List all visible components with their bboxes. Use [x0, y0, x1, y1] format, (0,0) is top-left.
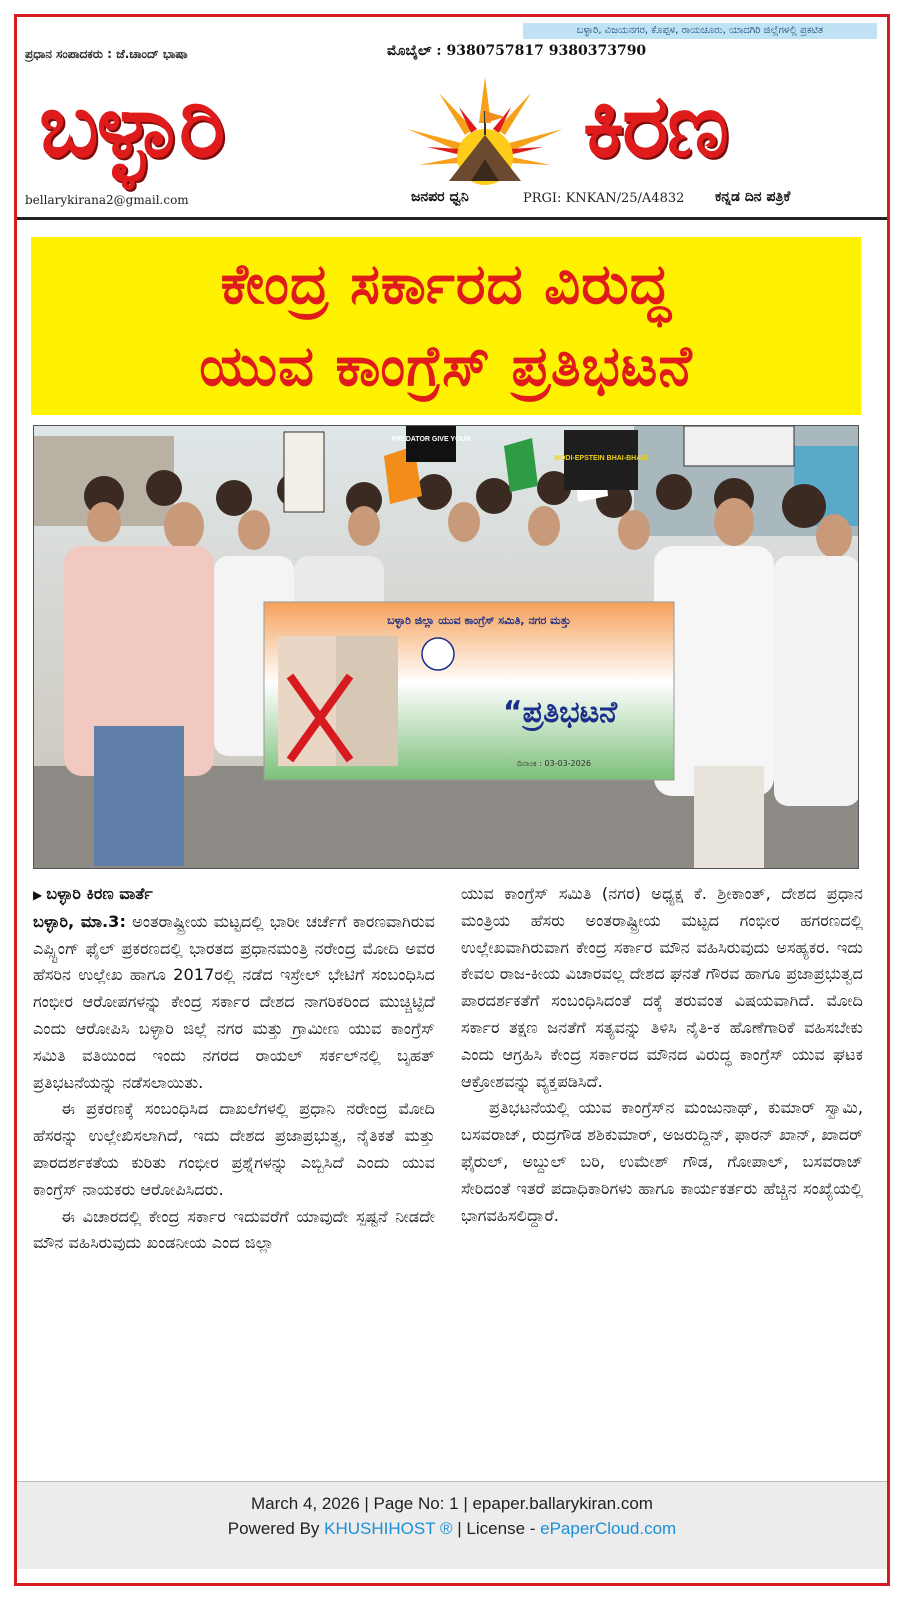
dateline: ಬಳ್ಳಾರಿ, ಮಾ.3: [33, 911, 126, 931]
epapercloud-link[interactable]: ePaperCloud.com [540, 1519, 677, 1538]
banner-org: ಬಳ್ಳಾರಿ ಜಿಲ್ಲಾ ಯುವ ಕಾಂಗ್ರೆಸ್ ಸಮಿತಿ, ನಗರ ಮತ್ತು [387, 614, 571, 627]
paper-type: ಕನ್ನಡ ದಿನ ಪತ್ರಿಕೆ [715, 189, 791, 205]
article-paragraph-5: ಪ್ರತಿಭಟನೆಯಲ್ಲಿ ಯುವ ಕಾಂಗ್ರೆಸ್‌ನ ಮಂಜುನಾಥ್, ಕುಮಾರ್ ಸ್ವಾಮಿ, ಬಸವರಾಜ್, ರುದ್ರಗೌಡ ಶಶಿಕುಮಾರ್, ಅಜರುದ್ದಿನ್, ಫಾರನ್ ಖಾನ್, ಖಾದರ್ ಫೈರುಲ್, ಅಬ್ದುಲ್ ಬರಿ, ಉಮೇಶ್ ಗೌಡ, ಗೋಪಾಲ್, ಬಸವರಾಜ್ ಸೇರಿದಂತೆ ಇತರೆ ಪದಾಧಿಕಾರಿಗಳು ಹಾಗೂ ಕಾರ್ಯಕರ್ತರು ಹೆಚ್ಚಿನ ಸಂಖ್ಯೆಯಲ್ಲಿ ಭಾಗವಹಿಸಲಿದ್ದಾರೆ. [461, 1098, 863, 1225]
motto: ಜನಪರ ಧ್ವನಿ [411, 189, 469, 205]
article-paragraph-3: ಈ ವಿಚಾರದಲ್ಲಿ ಕೇಂದ್ರ ಸರ್ಕಾರ ಇದುವರೆಗೆ ಯಾವುದೇ ಸ್ಪಷ್ಟನೆ ನೀಡದೇ ಮೌನ ವಹಿಸಿರುವುದು ಖಂಡನೀಯ ಎಂದ ಜಿಲ್ಲಾ [33, 1206, 435, 1253]
protest-photo [33, 425, 859, 869]
byline [33, 881, 435, 909]
protest-photo-illustration [34, 426, 859, 869]
mobile-numbers: ಮೊಬೈಲ್ : 9380757817 9380373790 [387, 43, 647, 59]
paragraph-1-text: ಅಂತರಾಷ್ಟ್ರೀಯ ಮಟ್ಟದಲ್ಲಿ ಭಾರೀ ಚರ್ಚೆಗೆ ಕಾರಣವಾಗಿರುವ ಎಪ್ಸ್ಟಿಂಗ್ ಫೈಲ್ ಪ್ರಕರಣದಲ್ಲಿ ಭಾರತದ ಪ್ರಧಾನಮಂತ್ರಿ ನರೇಂದ್ರ ಮೋದಿ ಅವರ ಹೆಸರಿನ ಉಲ್ಲೇಖ ಹಾಗೂ 2017ರಲ್ಲಿ ನಡೆದ ಇಸ್ರೇಲ್ ಭೇಟಿಗೆ ಸಂಬಂಧಿಸಿದ ಗಂಭೀರ ಆರೋಪಗಳನ್ನು ಕೇಂದ್ರ ಸರ್ಕಾರ ದೇಶದ ನಾಗರಿಕರಿಂದ ಮುಚ್ಚಿಟ್ಟಿದೆ ಎಂದು ಆರೋಪಿಸಿ ಬಳ್ಳಾರಿ ಜಿಲ್ಲೆ ನಗರ ಮತ್ತು ಗ್ರಾಮೀಣ ಯುವ ಕಾಂಗ್ರೆಸ್ ಸಮಿತಿ ವತಿಯಿಂದ ಇಂದು ನಗರದ ರಾಯಲ್ ಸರ್ಕಲ್‌ನಲ್ಲಿ ಬೃಹತ್ ಪ್ರತಿಭಟನೆಯನ್ನು ನಡೆಸಲಾಯಿತು. [33, 911, 435, 1092]
headline-box [31, 237, 861, 415]
logo-kirana: ಕಿರಣ [583, 74, 728, 177]
license-label: | License - [452, 1519, 541, 1538]
khushihost-link[interactable]: KHUSHIHOST ® [324, 1519, 453, 1538]
banner-date: ದಿನಾಂಕ : 03-03-2026 [517, 759, 591, 768]
powered-by-label: Powered By [227, 1519, 325, 1538]
newspaper-page [14, 14, 890, 1586]
article-paragraph-2: ಈ ಪ್ರಕರಣಕ್ಕೆ ಸಂಬಂಧಿಸಿದ ದಾಖಲೆಗಳಲ್ಲಿ ಪ್ರಧಾನಿ ನರೇಂದ್ರ ಮೋದಿ ಹೆಸರನ್ನು ಉಲ್ಲೇಖಿಸಲಾಗಿದೆ, ಇದು ದೇಶದ ಪ್ರಜಾಪ್ರಭುತ್ವ, ನೈತಿಕತೆ ಮತ್ತು ಪಾರದರ್ಶಕತೆಯ ಕುರಿತು ಗಂಭೀರ ಪ್ರಶ್ನೆಗಳನ್ನು ಎಬ್ಬಿಸಿದೆ ಎಂದು ಯುವ ಕಾಂಗ್ರೆಸ್ ನಾಯಕರು ಆರೋಪಿಸಿದರು. [33, 1099, 435, 1199]
page-footer [17, 1481, 887, 1569]
logo-ballari: ಬಳ್ಳಾರಿ [39, 74, 224, 177]
article-paragraph-1 [33, 909, 435, 1097]
masthead-divider [17, 217, 887, 220]
article-column-left [33, 881, 435, 1257]
article-paragraph-4: ಯುವ ಕಾಂಗ್ರೆಸ್ ಸಮಿತಿ (ನಗರ) ಅಧ್ಯಕ್ಷ ಕೆ. ಶ್ರೀಕಾಂತ್, ದೇಶದ ಪ್ರಧಾನ ಮಂತ್ರಿಯ ಹೆಸರು ಅಂತರಾಷ್ಟ್ರೀಯ ಮಟ್ಟದ ಗಂಭೀರ ಹಗರಣದಲ್ಲಿ ಉಲ್ಲೇಖವಾಗಿರುವಾಗ ಕೇಂದ್ರ ಸರ್ಕಾರ ಮೌನ ವಹಿಸಿರುವುದು ಅಸಹ್ಯಕರ. ಇದು ಕೇವಲ ರಾಜ-ಕೀಯ ವಿಚಾರವಲ್ಲ ದೇಶದ ಘನತೆ ಗೌರವ ಹಾಗೂ ಪ್ರಜಾಪ್ರಭುತ್ವದ ಪಾರದರ್ಶಕತೆಗೆ ಸಂಬಂಧಿಸಿದಂತೆ ದಕ್ಕೆ ತರುವಂತ ವಿಷಯವಾಗಿದೆ. ಮೋದಿ ಸರ್ಕಾರ ತಕ್ಷಣ ಜನತೆಗೆ ಸತ್ಯವನ್ನು ತಿಳಿಸಿ ನೈತಿ-ಕ ಹೊಣೆಗಾರಿಕೆ ವಹಿಸಬೇಕು ಎಂದು ಆಗ್ರಹಿಸಿ ಕೇಂದ್ರ ಸರ್ಕಾರದ ಮೌನದ ವಿರುದ್ಧ ಕಾಂಗ್ರೆಸ್ ಯುವ ಘಟಕ ಆಕ್ರೋಶವನ್ನು ವ್ಯಕ್ತಪಡಿಸಿದೆ. [461, 884, 863, 1091]
article-column-right [461, 881, 863, 1229]
byline-text: ಬಳ್ಳಾರಿ ಕಿರಣ ವಾರ್ತೆ [46, 884, 153, 903]
sunrise-logo-icon [399, 73, 571, 191]
regions-strip: ಬಳ್ಳಾರಿ, ವಿಜಯನಗರ, ಕೊಪ್ಪಳ, ರಾಯಚೂರು, ಯಾದಗಿರಿ ಜಿಲ್ಲೆಗಳಲ್ಲಿ ಪ್ರಕಟಿತ [523, 23, 877, 39]
headline-line-2: ಯುವ ಕಾಂಗ್ರೆಸ್ ಪ್ರತಿಭಟನೆ [199, 334, 693, 399]
headline-line-1: ಕೇಂದ್ರ ಸರ್ಕಾರದ ವಿರುದ್ಧ [220, 252, 672, 317]
placard-predator: PREDATOR GIVE YOUR [391, 436, 471, 443]
contact-email: bellarykirana2@gmail.com [25, 193, 189, 207]
triangle-icon: ▶ [33, 888, 43, 902]
footer-date-page: March 4, 2026 | Page No: 1 | epaper.ballarykiran.com [251, 1494, 653, 1513]
chief-editor: ಪ್ರಧಾನ ಸಂಪಾದಕರು : ಜೆ.ಚಾಂದ್ ಭಾಷಾ [25, 47, 188, 61]
banner-protest: “ಪ್ರತಿಭಟನೆ [502, 695, 618, 730]
footer-credits [17, 1516, 887, 1542]
prgi-number: PRGI: KNKAN/25/A4832 [523, 191, 685, 206]
masthead [17, 17, 887, 223]
placard-modi-epstein: MODI-EPSTEIN BHAI-BHAI!! [554, 455, 648, 462]
